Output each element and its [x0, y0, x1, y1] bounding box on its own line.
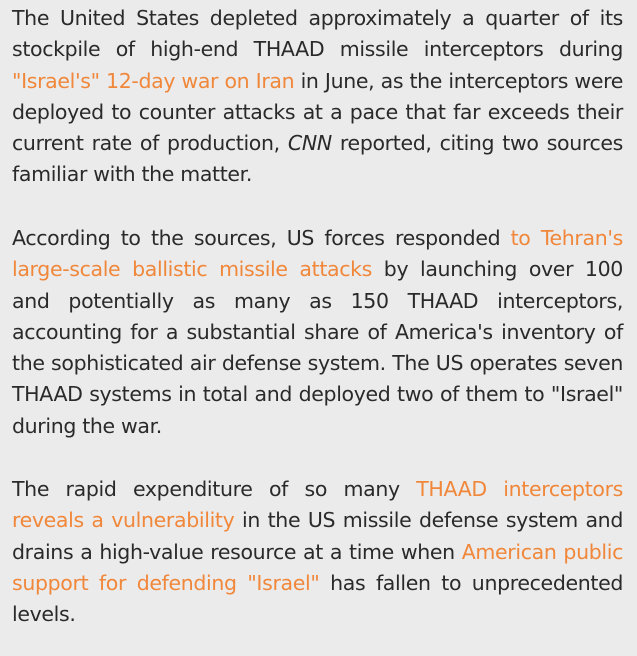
paragraph-3 — [12, 474, 623, 630]
link-israel-12-day-war[interactable]: "Israel's" 12-day war on Iran — [12, 68, 295, 93]
link-tehran-missile-attacks[interactable]: to Tehran's large-scale ballistic missile attacks — [12, 226, 623, 282]
paragraph-1-text-3: reported, citing two sources familiar with the matter. — [12, 131, 624, 187]
link-american-public-support[interactable]: American public support for defending "Israel" — [12, 539, 623, 595]
paragraph-2 — [12, 223, 623, 442]
cnn-source-name: CNN — [287, 131, 332, 156]
paragraph-3-text-3: has fallen to unprecedented levels. — [12, 570, 623, 627]
paragraph-1-text-1: The United States depleted approximately a quarter of its stockpile of high-end THAAD missile interceptors during — [12, 6, 623, 62]
paragraph-3-text-2: in the US missile defense system and drains a high-value resource at a time when — [12, 508, 623, 564]
paragraph-2-text-1: According to the sources, US forces responded — [12, 226, 511, 250]
paragraph-3-text-1: The rapid expenditure of so many — [12, 477, 417, 501]
paragraph-1-text-2: in June, as the interceptors were deployed to counter attacks at a pace that far exceeds their current rate of production, — [12, 68, 623, 156]
link-thaad-vulnerability[interactable]: THAAD interceptors reveals a vulnerability — [12, 477, 623, 533]
paragraph-1 — [12, 3, 623, 191]
paragraph-2-text-2: by launching over 100 and potentially as many as 150 THAAD interceptors, accounting for a substantial share of America's inventory of the sophisticated air defense system. The US operates seven THAAD systems in total and deployed two of them to "Israel" during the war. — [12, 257, 623, 438]
